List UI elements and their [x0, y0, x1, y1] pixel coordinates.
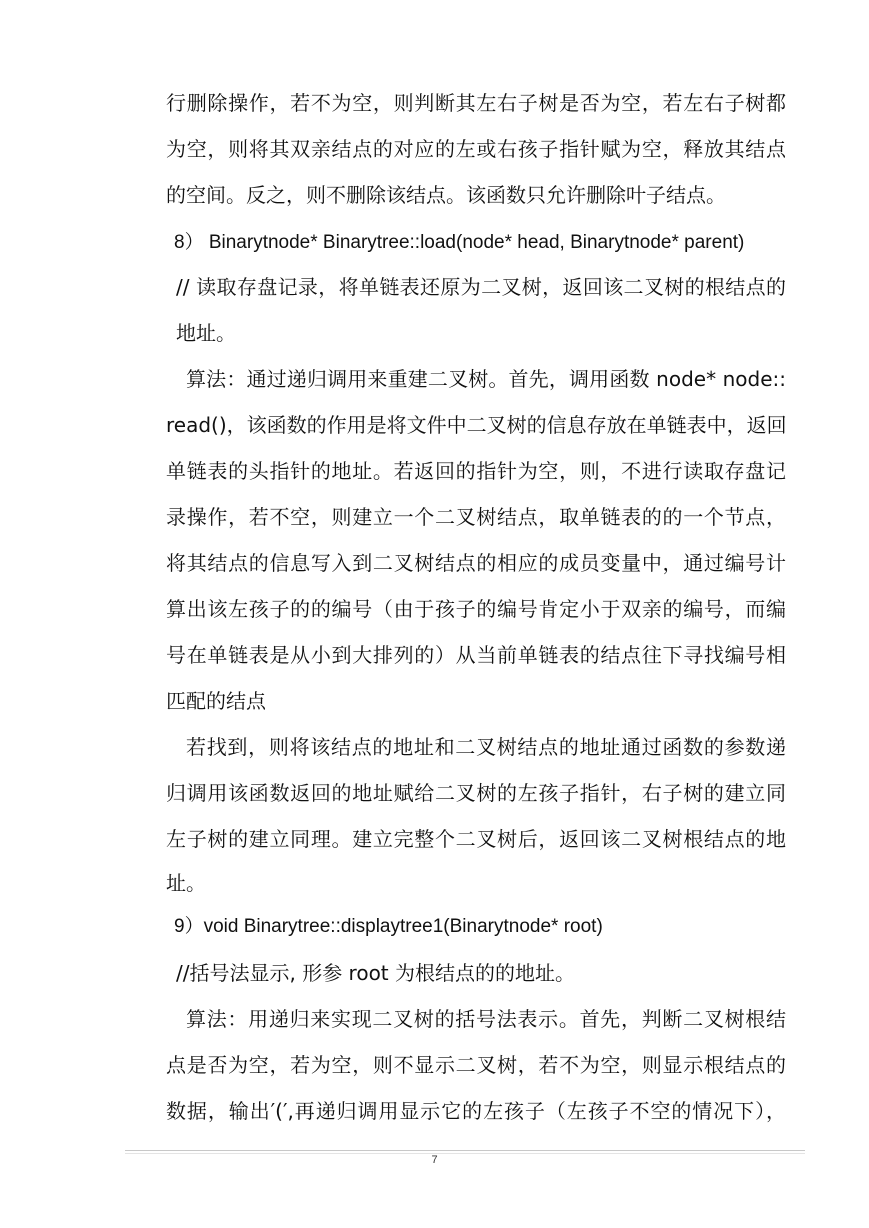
text-line: 的空间。反之，则不删除该结点。该函数只允许删除叶子结点。: [166, 183, 726, 207]
function-signature: 9）void Binarytree::displaytree1(Binarytnode* root): [174, 916, 603, 937]
code-comment: //括号法显示, 形参 root 为根结点的的地址。: [176, 961, 576, 985]
text-line: 行删除操作，若不为空，则判断其左右子树是否为空，若左右子树都: [166, 91, 786, 115]
function-signature: 8） Binarytnode* Binarytree::load(node* head, Binarytnode* parent): [174, 232, 745, 253]
page-number: 7: [431, 1154, 438, 1166]
text-line: read()，该函数的作用是将文件中二叉树的信息存放在单链表中，返回: [166, 413, 787, 437]
text-line: 左子树的建立同理。建立完整个二叉树后，返回该二叉树根结点的地: [166, 827, 786, 851]
text-line: 算出该左孩子的的编号（由于孩子的编号肯定小于双亲的编号，而编: [166, 597, 786, 621]
text-line: 址。: [166, 871, 206, 895]
paragraph-start: 若找到，则将该结点的地址和二叉树结点的地址通过函数的参数递: [186, 735, 786, 759]
text-line: 点是否为空，若为空，则不显示二叉树，若不为空，则显示根结点的: [166, 1053, 786, 1077]
text-line: 匹配的结点: [166, 689, 266, 713]
text-line: 录操作，若不空，则建立一个二叉树结点，取单链表的的一个节点，: [166, 505, 786, 529]
text-line: 单链表的头指针的地址。若返回的指针为空，则，不进行读取存盘记: [166, 459, 786, 483]
text-line: 地址。: [176, 321, 236, 345]
paragraph-start: 算法：用递归来实现二叉树的括号法表示。首先，判断二叉树根结: [186, 1007, 786, 1031]
footer-divider: [125, 1150, 805, 1151]
text-line: 号在单链表是从小到大排列的）从当前单链表的结点往下寻找编号相: [166, 643, 786, 667]
text-line: 将其结点的信息写入到二叉树结点的相应的成员变量中，通过编号计: [166, 551, 786, 575]
paragraph-start: 算法：通过递归调用来重建二叉树。首先，调用函数 node* node::: [186, 367, 786, 391]
text-line: 数据，输出′(′,再递归调用显示它的左孩子（左孩子不空的情况下），: [166, 1099, 786, 1123]
text-line: 归调用该函数返回的地址赋给二叉树的左孩子指针，右子树的建立同: [166, 781, 786, 805]
text-line: 为空，则将其双亲结点的对应的左或右孩子指针赋为空，释放其结点: [166, 137, 786, 161]
code-comment: // 读取存盘记录，将单链表还原为二叉树，返回该二叉树的根结点的: [176, 275, 786, 299]
